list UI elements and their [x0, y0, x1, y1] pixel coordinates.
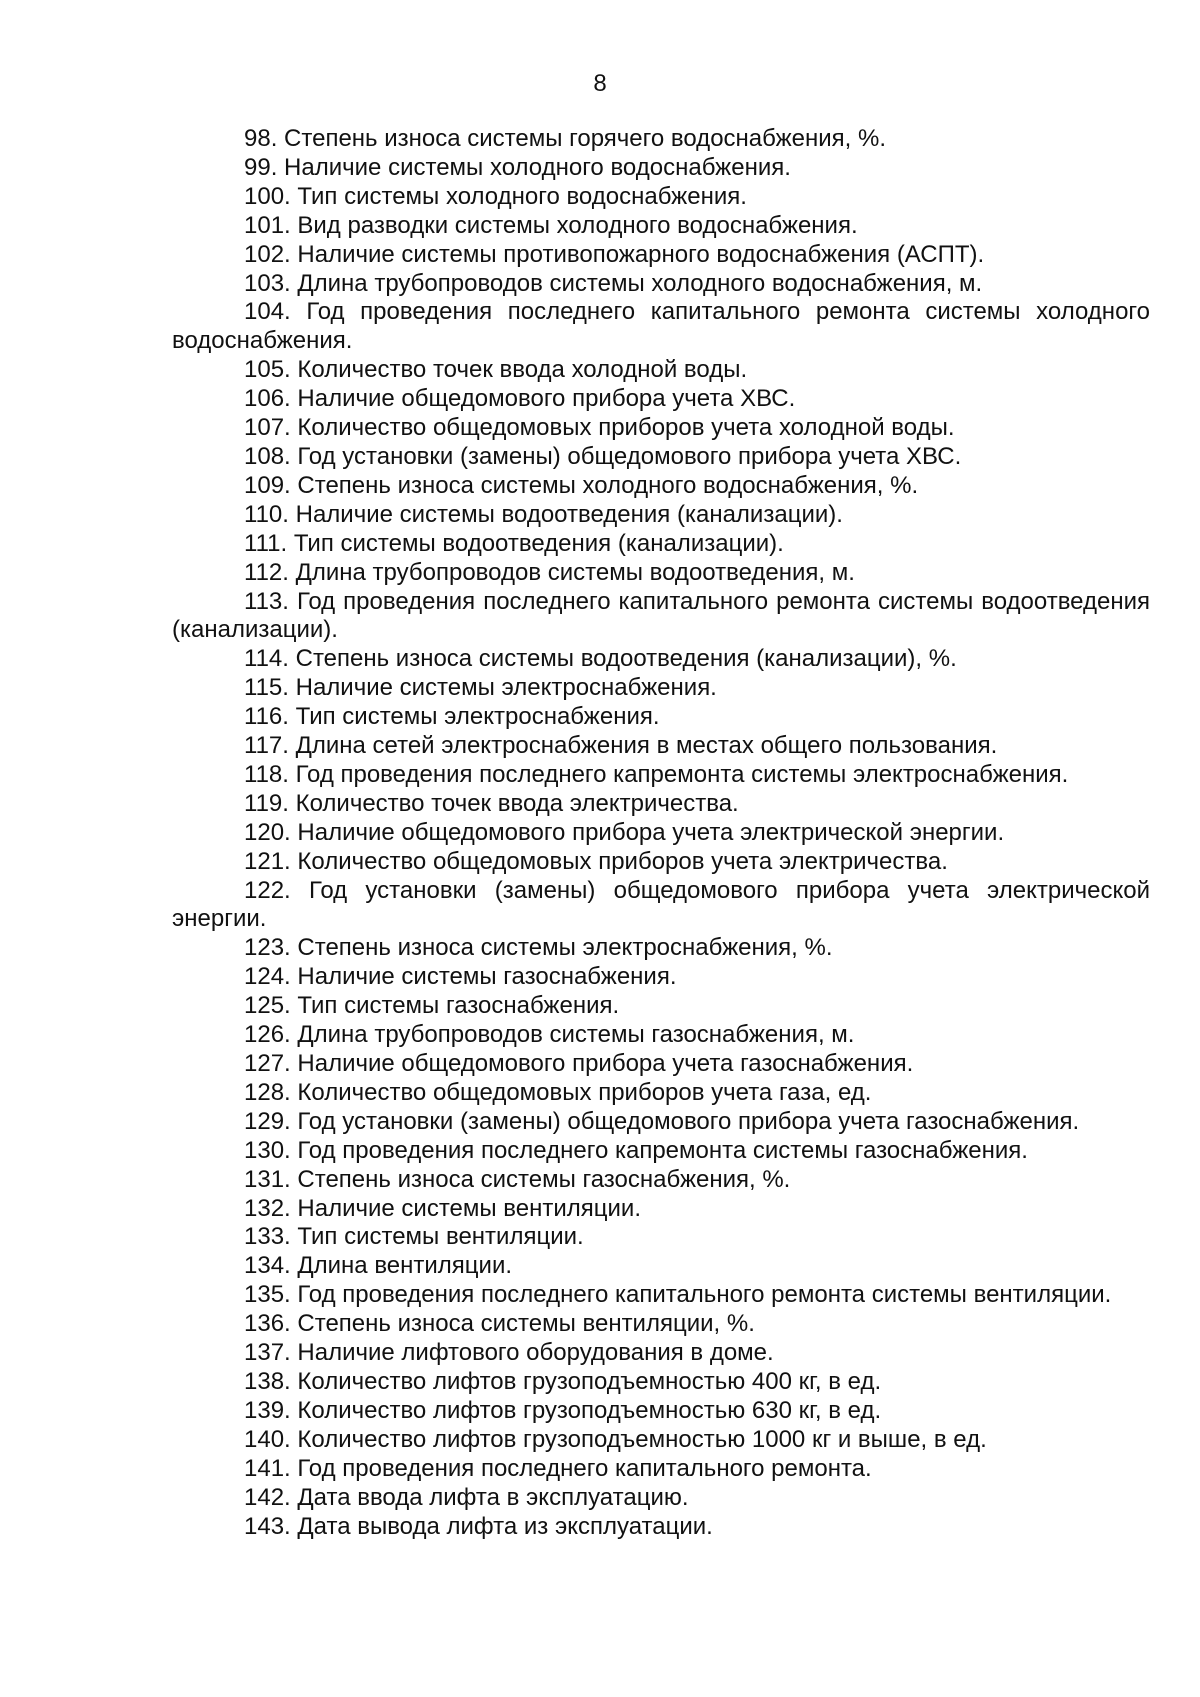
list-item: [172, 1050, 1150, 1079]
list-item-text: Количество точек ввода электричества.: [295, 789, 739, 817]
list-item: [172, 703, 1150, 732]
list-item-text: Наличие лифтового оборудования в доме.: [297, 1339, 774, 1367]
list-item: [172, 1166, 1150, 1195]
list-item: [172, 1252, 1150, 1281]
list-item-text: Год проведения последнего капремонта системы газоснабжения.: [297, 1136, 1028, 1164]
list-item-text: Длина трубопроводов системы газоснабжения, м.: [297, 1021, 855, 1049]
list-item: [172, 154, 1150, 183]
list-item: [172, 848, 1150, 877]
list-item-number: 139.: [244, 1396, 291, 1424]
list-item-number: 141.: [244, 1454, 291, 1482]
list-item-number: 136.: [244, 1310, 291, 1338]
list-item-number: 134.: [244, 1252, 291, 1280]
list-item: [172, 963, 1150, 992]
list-item-text: Вид разводки системы холодного водоснабжения.: [297, 211, 858, 239]
list-item: [172, 761, 1150, 790]
list-item: [172, 241, 1150, 270]
list-item-text: Длина трубопроводов системы холодного водоснабжения, м.: [297, 269, 983, 297]
list-item-text: Год проведения последнего капитального ремонта системы водоотведения (канализации).: [172, 587, 1150, 644]
list-item-text: Год установки (замены) общедомового прибора учета газоснабжения.: [297, 1107, 1080, 1135]
list-item-number: 106.: [244, 385, 291, 413]
list-item-text: Длина трубопроводов системы водоотведения, м.: [295, 558, 855, 586]
list-item-number: 107.: [244, 414, 291, 442]
list-item: [172, 645, 1150, 674]
list-item-text: Год проведения последнего капремонта системы электроснабжения.: [295, 760, 1069, 788]
list-item-text: Тип системы газоснабжения.: [297, 992, 620, 1020]
list-item: [172, 790, 1150, 819]
list-item-text: Дата вывода лифта из эксплуатации.: [297, 1512, 713, 1540]
list-item-text: Год проведения последнего капитального ремонта системы холодного водоснабжения.: [172, 298, 1150, 355]
list-item-text: Год установки (замены) общедомового прибора учета ХВС.: [297, 442, 962, 470]
list-item-text: Тип системы электроснабжения.: [295, 703, 660, 731]
list-item-number: 112.: [244, 558, 289, 586]
list-item-text: Степень износа системы холодного водоснабжения, %.: [297, 471, 919, 499]
list-item-text: Степень износа системы водоотведения (канализации), %.: [295, 645, 957, 673]
list-item-text: Степень износа системы газоснабжения, %.: [297, 1165, 791, 1193]
list-item-number: 131.: [244, 1165, 291, 1193]
list-item: [172, 1513, 1150, 1542]
list-item: [172, 1223, 1150, 1252]
list-item: [172, 125, 1150, 154]
page-number: 8: [593, 70, 607, 97]
list-item-number: 132.: [244, 1194, 291, 1222]
list-item-number: 142.: [244, 1483, 291, 1511]
list-item: [172, 414, 1150, 443]
list-item-text: Степень износа системы вентиляции, %.: [297, 1310, 755, 1338]
list-item-number: 121.: [244, 847, 291, 875]
list-item-text: Длина сетей электроснабжения в местах общего пользования.: [295, 732, 998, 760]
list-item: [172, 1281, 1150, 1310]
list-item: [172, 1426, 1150, 1455]
list-item: [172, 1137, 1150, 1166]
list-item-number: 109.: [244, 471, 291, 499]
list-item-number: 126.: [244, 1021, 291, 1049]
list-item: [172, 183, 1150, 212]
list-item-text: Количество лифтов грузоподъемностью 400 кг, в ед.: [297, 1367, 882, 1395]
list-item-number: 119.: [244, 789, 289, 817]
list-item: [172, 212, 1150, 241]
list-item-number: 103.: [244, 269, 291, 297]
list-item: [172, 472, 1150, 501]
list-item: [172, 992, 1150, 1021]
list-item-text: Дата ввода лифта в эксплуатацию.: [297, 1483, 689, 1511]
list-item-number: 129.: [244, 1107, 291, 1135]
list-item-number: 140.: [244, 1425, 291, 1453]
list-item-number: 143.: [244, 1512, 291, 1540]
list-item-number: 128.: [244, 1078, 291, 1106]
list-item-text: Год проведения последнего капитального ремонта системы вентиляции.: [297, 1281, 1112, 1309]
list-item-text: Количество общедомовых приборов учета электричества.: [297, 847, 948, 875]
list-item-number: 110.: [244, 500, 289, 528]
list-item-text: Наличие общедомового прибора учета электрической энергии.: [297, 818, 1005, 846]
list-item: [172, 443, 1150, 472]
list-item: [172, 1310, 1150, 1339]
list-item-number: 124.: [244, 963, 291, 991]
list-item: [172, 819, 1150, 848]
list-item-number: 118.: [244, 760, 289, 788]
list-item-number: 135.: [244, 1281, 291, 1309]
list-item-text: Длина вентиляции.: [297, 1252, 513, 1280]
list-item-number: 125.: [244, 992, 291, 1020]
list-item-text: Наличие системы газоснабжения.: [297, 963, 677, 991]
list-item-text: Наличие системы водоотведения (канализации).: [295, 500, 843, 528]
list-item: [172, 1195, 1150, 1224]
list-item: [172, 877, 1150, 935]
list-item-text: Количество лифтов грузоподъемностью 630 кг, в ед.: [297, 1396, 882, 1424]
list-item-number: 108.: [244, 442, 291, 470]
list-item: [172, 732, 1150, 761]
list-item-text: Степень износа системы электроснабжения, %.: [297, 934, 833, 962]
list-item: [172, 674, 1150, 703]
list-item-text: Год установки (замены) общедомового прибора учета электрической энергии.: [172, 876, 1150, 933]
list-item-number: 123.: [244, 934, 291, 962]
list-item-number: 111.: [244, 529, 288, 557]
list-item-text: Наличие системы вентиляции.: [297, 1194, 642, 1222]
list-item-number: 120.: [244, 818, 291, 846]
list-item-number: 122.: [244, 876, 291, 904]
list-item-text: Количество точек ввода холодной воды.: [297, 356, 748, 384]
list-item: [172, 1021, 1150, 1050]
list-item: [172, 588, 1150, 646]
list-item-text: Тип системы водоотведения (канализации).: [293, 529, 784, 557]
list-item-text: Наличие системы противопожарного водоснабжения (АСПТ).: [297, 240, 985, 268]
list-item: [172, 270, 1150, 299]
list-item-number: 105.: [244, 356, 291, 384]
list-item-text: Наличие системы холодного водоснабжения.: [284, 153, 791, 181]
list-item-text: Год проведения последнего капитального ремонта.: [297, 1454, 872, 1482]
list-item: [172, 530, 1150, 559]
list-item-number: 137.: [244, 1339, 291, 1367]
list-item: [172, 385, 1150, 414]
list-item-text: Степень износа системы горячего водоснабжения, %.: [284, 125, 887, 152]
list-item: [172, 1397, 1150, 1426]
list-item-text: Тип системы вентиляции.: [297, 1223, 584, 1251]
list-item-number: 100.: [244, 182, 291, 210]
list-item-text: Количество общедомовых приборов учета газа, ед.: [297, 1078, 872, 1106]
list-item: [172, 1455, 1150, 1484]
list-item-number: 104.: [244, 298, 291, 326]
list-item: [172, 356, 1150, 385]
list-item-number: 99.: [244, 153, 278, 181]
list-item-number: 113.: [244, 587, 289, 615]
list-item: [172, 1484, 1150, 1513]
list-item-text: Наличие общедомового прибора учета ХВС.: [297, 385, 796, 413]
list-item: [172, 559, 1150, 588]
list-item-number: 130.: [244, 1136, 291, 1164]
list-item: [172, 1079, 1150, 1108]
list-item-text: Количество общедомовых приборов учета холодной воды.: [297, 414, 955, 442]
list-item: [172, 1368, 1150, 1397]
list-item-number: 101.: [244, 211, 291, 239]
list-item: [172, 298, 1150, 356]
list-item: [172, 1339, 1150, 1368]
list-item: [172, 934, 1150, 963]
list-item-text: Количество лифтов грузоподъемностью 1000 кг и выше, в ед.: [297, 1425, 987, 1453]
list-item-number: 133.: [244, 1223, 291, 1251]
list-item-number: 127.: [244, 1050, 291, 1077]
list-item: [172, 501, 1150, 530]
list-item: [172, 1108, 1150, 1137]
list-item-number: 117.: [244, 732, 289, 760]
list-item-number: 102.: [244, 240, 291, 268]
list-item-number: 98.: [244, 125, 278, 152]
list-item-number: 114.: [244, 645, 289, 673]
numbered-list: [172, 125, 1150, 1541]
list-item-number: 138.: [244, 1367, 291, 1395]
list-item-text: Наличие системы электроснабжения.: [295, 674, 717, 702]
list-item-text: Наличие общедомового прибора учета газоснабжения.: [297, 1050, 914, 1077]
list-item-number: 116.: [244, 703, 289, 731]
list-item-number: 115.: [244, 674, 289, 702]
list-item-text: Тип системы холодного водоснабжения.: [297, 182, 747, 210]
